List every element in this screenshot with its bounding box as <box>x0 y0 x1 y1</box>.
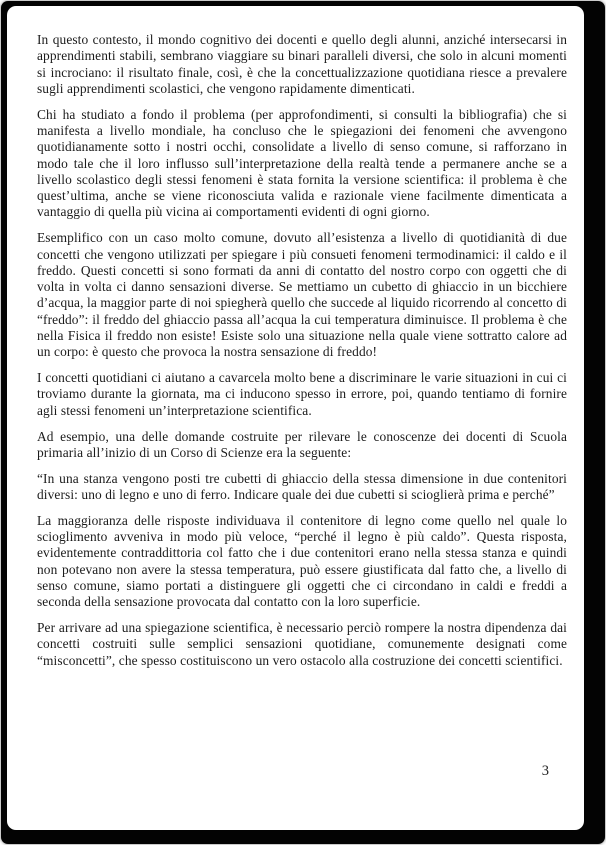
paragraph-quote-question: “In una stanza vengono posti tre cubetti di ghiaccio della stessa dimensione in due contenitori diversi: uno di legno e uno di ferro. Indicare quale dei due cubetti si scioglierà prima e perché” <box>37 470 567 502</box>
paragraph-caldo-freddo: Esemplifico con un caso molto comune, dovuto all’esistenza a livello di quotidianità di due concetti che vengono utilizzati per spiegare i più consueti fenomeni termodinamici: il caldo e il freddo. Questi concetti si sono formati da anni di contatto del nostro corpo con oggetti che di volta in volta ci danno sensazioni diverse. Se mettiamo un cubetto di ghiaccio in un bicchiere d’acqua, la maggior parte di noi spiegherà quello che succede al liquido ricorrendo al concetto di “freddo”: il freddo del ghiaccio passa all’acqua la cui temperatura diminuisce. Il problema è che nella Fisica il freddo non esiste! Esiste solo una situazione nella quale viene sottratto calore ad un corpo: è questo che provoca la nostra sensazione di freddo! <box>37 230 567 360</box>
paragraph-misconcetti: Per arrivare ad una spiegazione scientifica, è necessario perciò rompere la nostra dipendenza dai concetti costruiti sulle semplici sensazioni quotidiane, comunemente designati come “misconcetti”, che spesso costituiscono un vero ostacolo alla costruzione dei concetti scientifici. <box>37 620 567 668</box>
page-number: 3 <box>541 763 549 779</box>
document-page <box>7 6 584 830</box>
paragraph-context-intro: In questo contesto, il mondo cognitivo dei docenti e quello degli alunni, anziché intersecarsi in apprendimenti stabili, sembrano viaggiare su binari paralleli diversi, che solo in alcuni momenti si incrociano: il risultato finale, così, è che la concettualizzazione quotidiana riesce a prevalere sugli apprendimenti scolastici, che vengono rapidamente dimenticati. <box>37 32 567 96</box>
paragraph-problem-study: Chi ha studiato a fondo il problema (per approfondimenti, si consulti la bibliografia) che si manifesta a livello mondiale, ha concluso che le spiegazioni dei fenomeni che avvengono quotidianamente sotto i nostri occhi, consolidate a livello di senso comune, si rafforzano in modo tale che il loro influsso sull’interpretazione della realtà tende a permanere anche se a livello scolastico degli stessi fenomeni è stata fornita la versione scientifica: il problema è che quest’ultima, anche se viene riconosciuta valida e razionale viene facilmente dimenticata a vantaggio di quella più vicina ai comportamenti evidenti di ogni giorno. <box>37 106 567 220</box>
page-text-block <box>37 32 567 678</box>
scan-black-frame <box>1 1 605 844</box>
paragraph-concetti-quotidiani: I concetti quotidiani ci aiutano a cavarcela molto bene a discriminare le varie situazioni in cui ci troviamo durante la giornata, ma ci inducono spesso in errore, poi, quando tentiamo di fornire agli stessi fenomeni un’interpretazione scientifica. <box>37 370 567 418</box>
paragraph-esempio-domanda: Ad esempio, una delle domande costruite per rilevare le conoscenze dei docenti di Scuola primaria all’inizio di un Corso di Scienze era la seguente: <box>37 428 567 460</box>
paragraph-risposte: La maggioranza delle risposte individuava il contenitore di legno come quello nel quale lo scioglimento avveniva in modo più veloce, “perché il legno è più caldo”. Questa risposta, evidentemente contraddittoria col fatto che i due contenitori erano nella stessa stanza e quindi non potevano non avere la stessa temperatura, può essere giustificata dal fatto che, a livello di senso comune, siamo portati a distinguere gli oggetti che ci circondano in caldi e freddi a seconda della sensazione provocata dal contatto con la loro superficie. <box>37 512 567 610</box>
